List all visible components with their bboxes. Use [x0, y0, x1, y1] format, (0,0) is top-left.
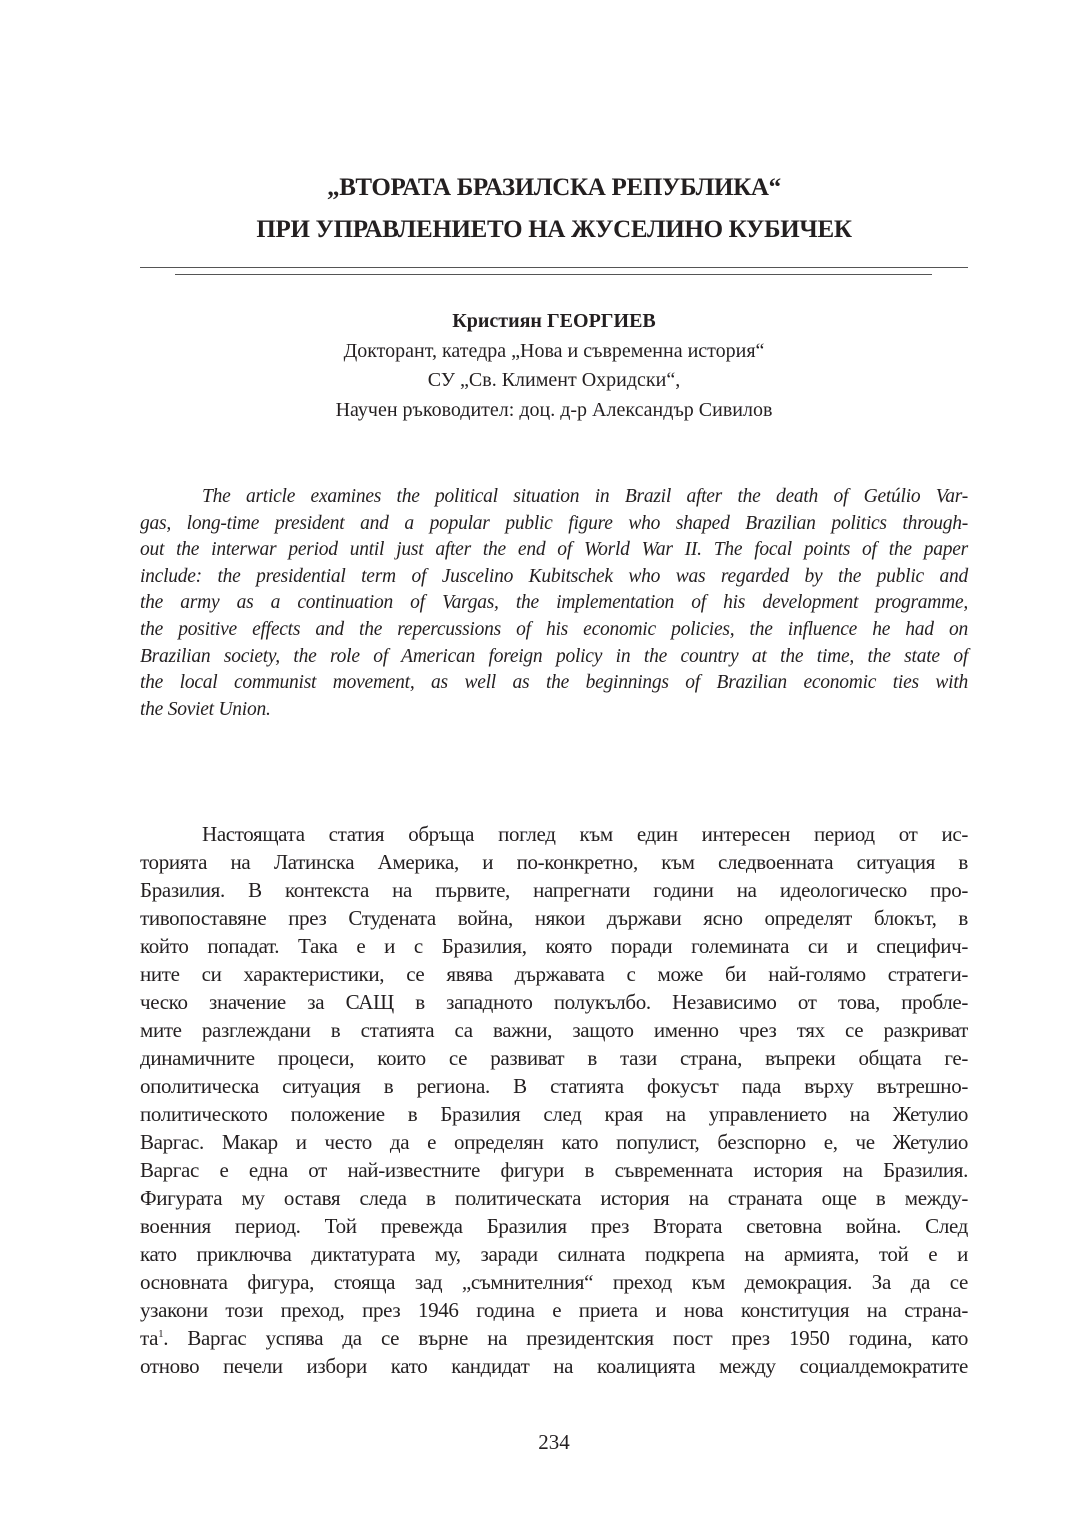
body-text	[140, 820, 968, 1380]
abstract-line: the army as a continuation of Vargas, the implementation of his development programme,	[140, 592, 968, 614]
body-line: Варгас е една от най-известните фигури в съвременната история на Бразилия.	[140, 1158, 968, 1182]
body-line: тивопоставяне през Студената война, някои държави ясно определят блокът, в	[140, 906, 968, 930]
body-line: мите разглеждани в статията са важни, защото именно чрез тях се разкриват	[140, 1018, 968, 1042]
body-line: Варгас. Макар и често да е определян като популист, безспорно е, че Жетулио	[140, 1130, 968, 1154]
body-line: военния период. Той превежда Бразилия през Втората световна война. След	[140, 1214, 968, 1238]
body-line: ческо значение за САЩ в западното полукълбо. Независимо от това, пробле-	[140, 990, 968, 1014]
body-line: отново печели избори като кандидат на коалицията между социалдемократите	[140, 1354, 968, 1378]
abstract-line: the positive effects and the repercussions of his economic policies, the influence he had on	[140, 618, 968, 640]
title-rule-bottom	[175, 274, 932, 275]
body-line: Настоящата статия обръща поглед към един интересен период от ис-	[202, 822, 968, 846]
body-line: ните си характеристики, се явява държавата с може би най-голямо стратеги-	[140, 962, 968, 986]
abstract-line: gas, long-time president and a popular public figure who shaped Brazilian politics through-	[140, 512, 968, 534]
author-name: Кристиян ГЕОРГИЕВ	[452, 310, 656, 332]
author-affiliation-line: Научен ръководител: доц. д-р Александър Сивилов	[335, 399, 773, 421]
abstract-line: include: the presidential term of Juscelino Kubitschek who was regarded by the public and	[140, 565, 968, 587]
article-title-line-2: ПРИ УПРАВЛЕНИЕТО НА ЖУСЕЛИНО КУБИЧЕК	[256, 216, 852, 243]
body-line: политическото положение в Бразилия след края на управлението на Жетулио	[140, 1102, 968, 1126]
abstract-line: out the interwar period until just after the end of World War II. The focal points of the paper	[140, 539, 968, 561]
abstract-line: The article examines the political situation in Brazil after the death of Getúlio Var-	[202, 486, 968, 507]
title-rule-top	[140, 267, 968, 268]
body-line: Бразилия. В контекста на първите, напрегнати години на идеологическо про-	[140, 878, 968, 902]
author-affiliation-line: СУ „Св. Климент Охридски“,	[427, 369, 681, 391]
body-line: основната фигура, стояща зад „съмнителния“ преход към демокрация. За да се	[140, 1270, 968, 1294]
author-affiliation-line: Докторант, катедра „Нова и съвременна история“	[343, 340, 765, 362]
abstract-line: the Soviet Union.	[140, 698, 271, 720]
page-number: 234	[538, 1430, 570, 1454]
body-line: торията на Латинска Америка, и по-конкретно, към следвоенната ситуация в	[140, 850, 968, 874]
body-line: като приключва диктатурата му, заради силната подкрепа на армията, той е и	[140, 1242, 968, 1266]
footnote-reference[interactable]: 1	[158, 1328, 164, 1340]
text-segment: . Варгас успява да се върне на президентския пост през 1950 година, като	[163, 1326, 968, 1350]
article-title-line-1: „ВТОРАТА БРАЗИЛСКА РЕПУБЛИКА“	[327, 174, 781, 201]
body-line: който попадат. Така е и с Бразилия, която поради големината си и специфич-	[140, 934, 968, 958]
body-line	[140, 1324, 968, 1352]
body-line: узакони този преход, през 1946 година е приета и нова конституция на страна-	[140, 1298, 968, 1322]
body-line: ополитическа ситуация в региона. В статията фокусът пада върху вътрешно-	[140, 1074, 968, 1098]
body-line: Фигурата му оставя следа в политическата история на страната още в между-	[140, 1186, 968, 1210]
abstract	[140, 484, 968, 723]
text-segment: та	[140, 1326, 159, 1350]
body-line: динамичните процеси, които се развиват в тази страна, въпреки общата ге-	[140, 1046, 968, 1070]
abstract-line: the local communist movement, as well as the beginnings of Brazilian economic ties with	[140, 672, 968, 694]
abstract-line: Brazilian society, the role of American foreign policy in the country at the time, the state of	[140, 645, 968, 667]
